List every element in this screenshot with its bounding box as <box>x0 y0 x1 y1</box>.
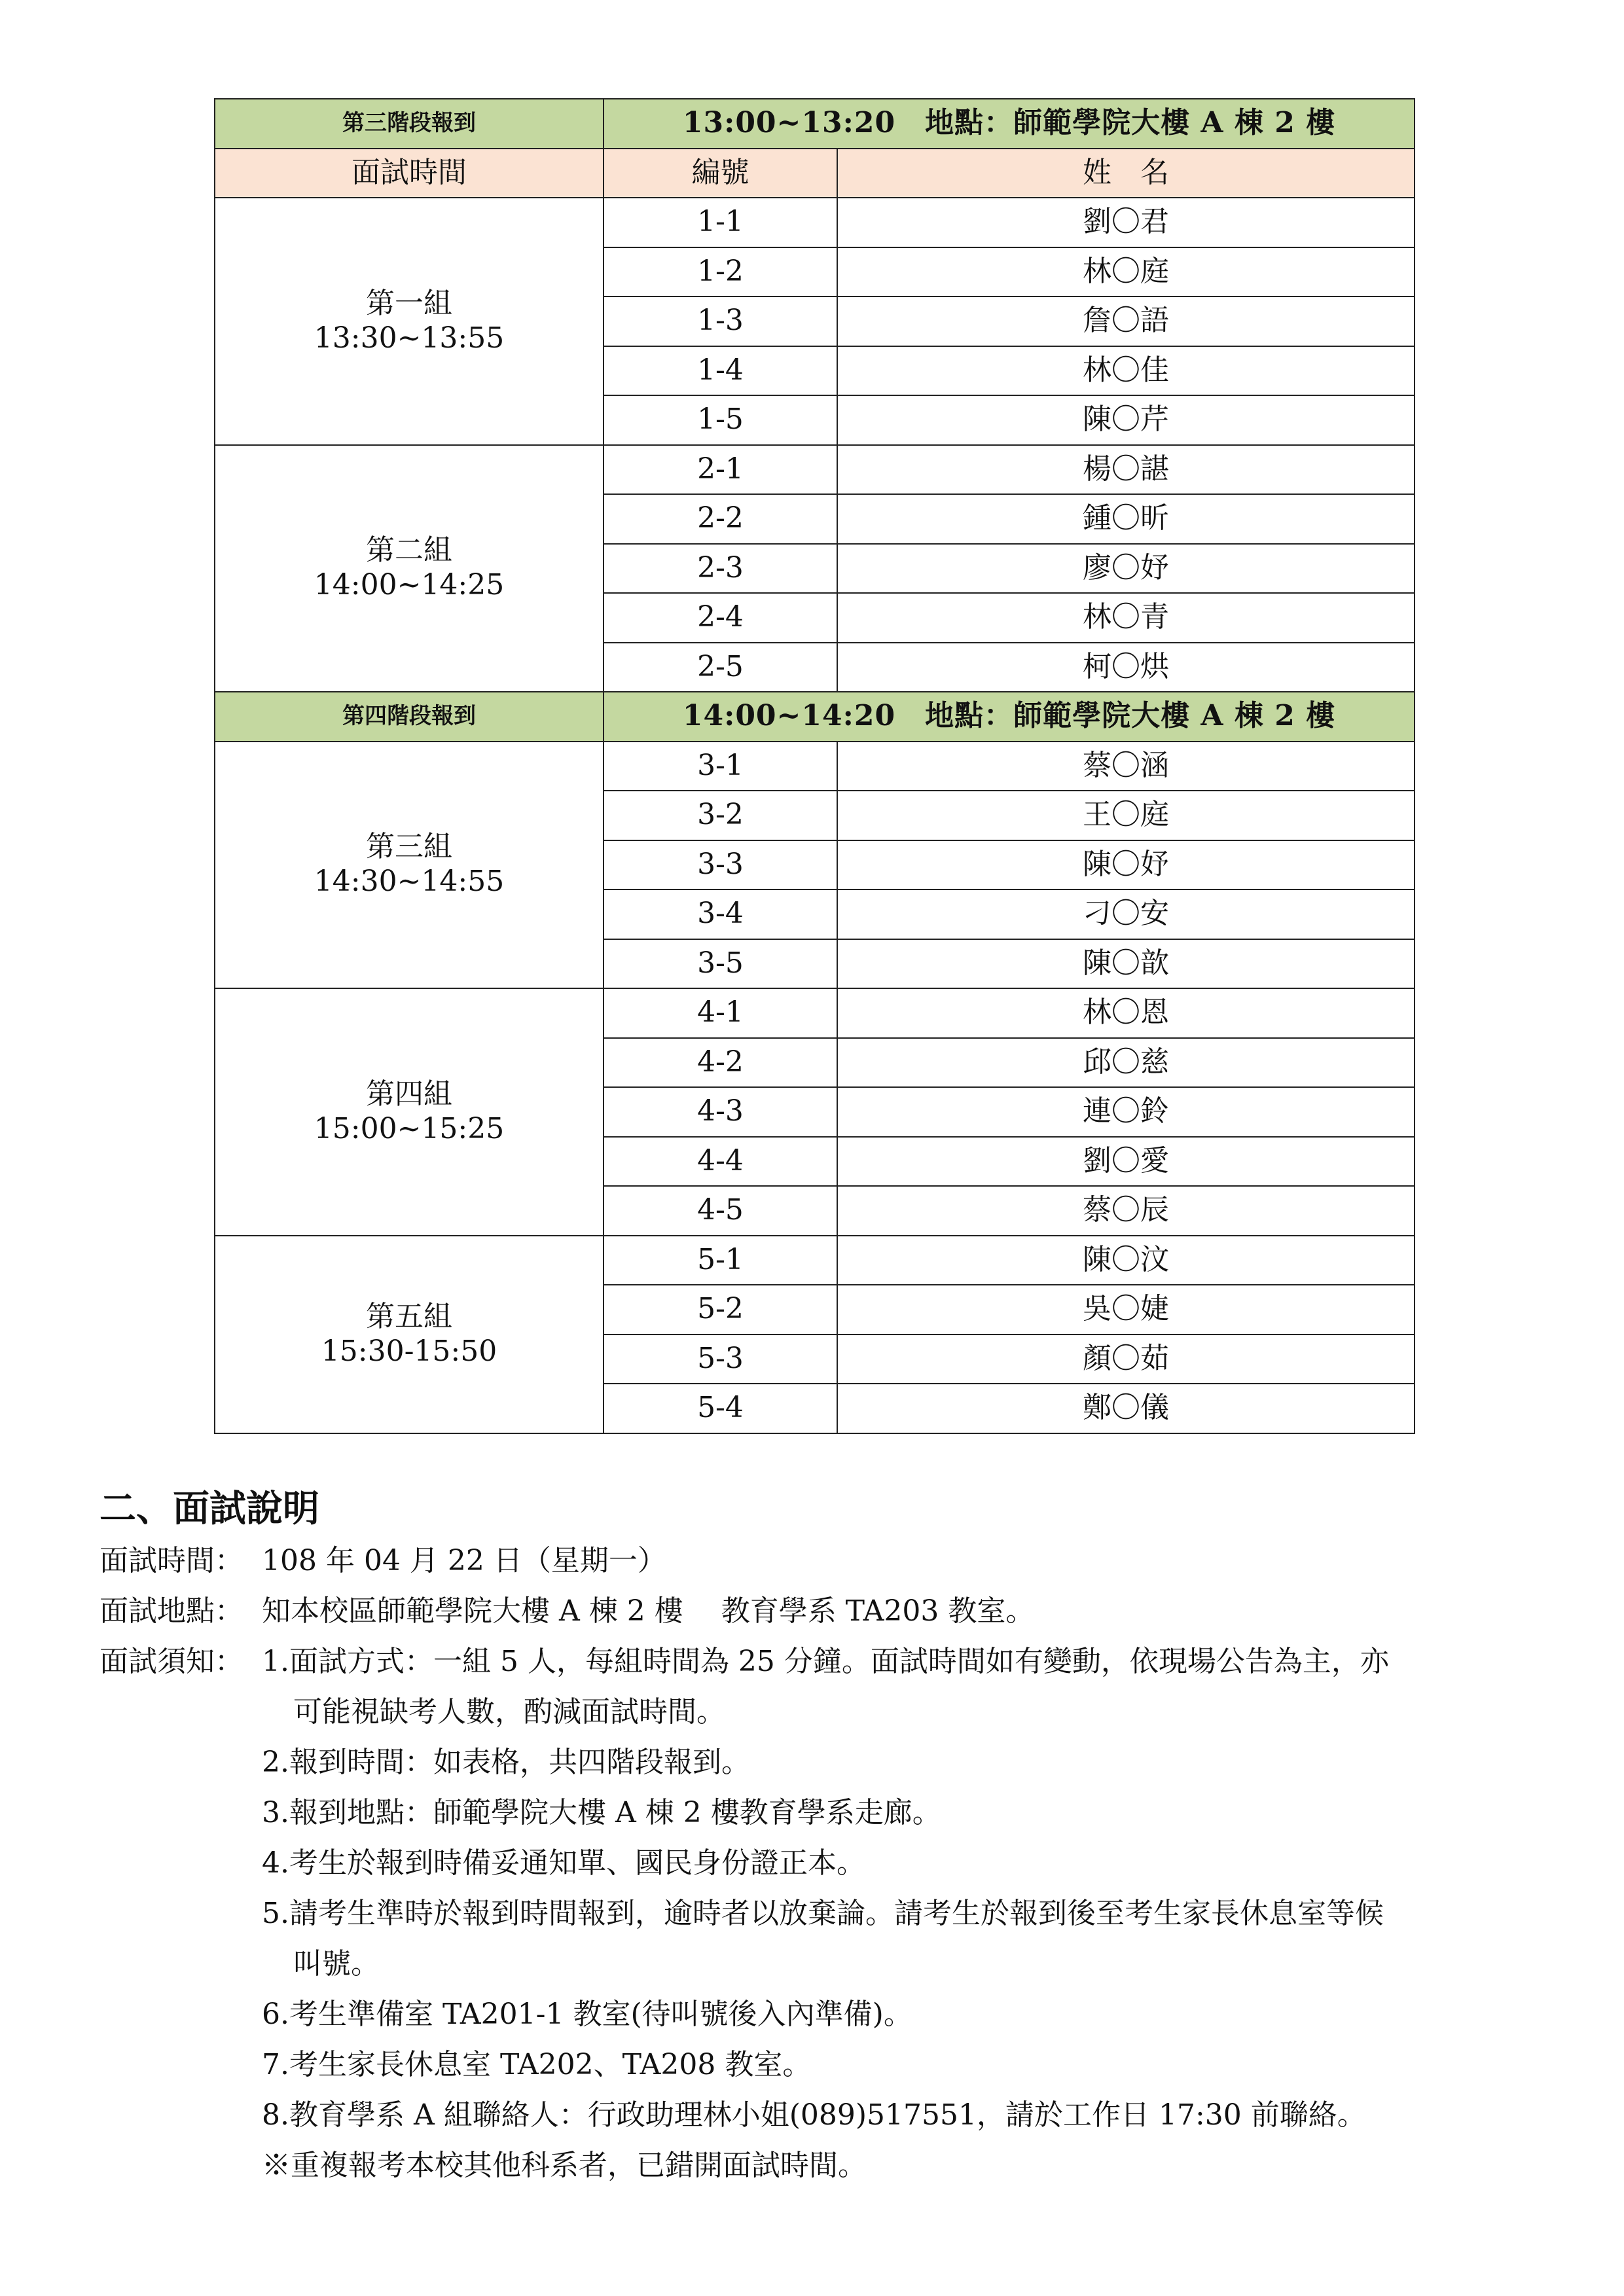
candidate-name: 顏〇茹 <box>837 1335 1415 1384</box>
candidate-name: 柯〇烘 <box>837 643 1415 692</box>
candidate-number: 1-3 <box>604 296 837 346</box>
candidate-number: 5-3 <box>604 1335 837 1384</box>
table-row <box>215 198 1415 247</box>
interview-time-line <box>99 1535 1540 1586</box>
candidate-name: 詹〇語 <box>837 296 1415 346</box>
group-title: 第二組 <box>366 533 452 567</box>
candidate-name: 陳〇歆 <box>837 939 1415 989</box>
candidate-number: 2-4 <box>604 593 837 643</box>
table-row <box>215 445 1415 495</box>
candidate-number: 2-5 <box>604 643 837 692</box>
candidate-number: 4-2 <box>604 1038 837 1088</box>
place-value: 知本校區師範學院大樓 A 棟 2 樓 教育學系 TA203 教室。 <box>262 1594 1035 1628</box>
candidate-name: 連〇鈴 <box>837 1087 1415 1137</box>
candidate-name: 林〇庭 <box>837 247 1415 297</box>
header-time: 面試時間 <box>215 149 604 198</box>
notice-item: 4.考生於報到時備妥通知單、國民身份證正本。 <box>262 1846 865 1880</box>
candidate-number: 3-1 <box>604 742 837 791</box>
group-time: 15:30-15:50 <box>321 1334 497 1368</box>
candidate-name: 王〇庭 <box>837 791 1415 840</box>
table-row <box>215 742 1415 791</box>
candidate-number: 3-2 <box>604 791 837 840</box>
header-name: 姓 名 <box>837 149 1415 198</box>
notice-item: ※重複報考本校其他科系者，已錯開面試時間。 <box>262 2149 867 2182</box>
candidate-number: 4-1 <box>604 988 837 1038</box>
group-time: 15:00~15:25 <box>314 1111 505 1145</box>
notice-item: 7.考生家長休息室 TA202、TA208 教室。 <box>262 2048 812 2081</box>
stage-row-3 <box>215 99 1415 149</box>
candidate-number: 2-1 <box>604 445 837 495</box>
interview-instructions <box>99 1486 1540 2191</box>
candidate-name: 鄭〇儀 <box>837 1384 1415 1433</box>
candidate-name: 刁〇安 <box>837 889 1415 939</box>
candidate-number: 4-5 <box>604 1186 837 1236</box>
notice-item: 5.請考生準時於報到時間報到，逾時者以放棄論。請考生於報到後至考生家長休息室等候 <box>262 1897 1384 1930</box>
candidate-name: 陳〇妤 <box>837 840 1415 890</box>
candidate-number: 1-4 <box>604 346 837 396</box>
candidate-name: 劉〇愛 <box>837 1137 1415 1187</box>
stage-label: 第三階段報到 <box>215 99 604 149</box>
group-time: 14:30~14:55 <box>314 865 505 899</box>
candidate-name: 蔡〇涵 <box>837 742 1415 791</box>
notice-item: 1.面試方式：一組 5 人，每組時間為 25 分鐘。面試時間如有變動，依現場公告為主，亦 <box>262 1645 1389 1678</box>
candidate-number: 1-1 <box>604 198 837 247</box>
group-time: 14:00~14:25 <box>314 568 505 602</box>
place-label: 面試地點： <box>99 1594 244 1628</box>
candidate-number: 1-2 <box>604 247 837 297</box>
notice-item: 3.報到地點：師範學院大樓 A 棟 2 樓教育學系走廊。 <box>262 1796 941 1829</box>
header-number: 編號 <box>604 149 837 198</box>
candidate-name: 廖〇妤 <box>837 544 1415 594</box>
stage-label: 第四階段報到 <box>215 692 604 742</box>
group-cell <box>215 742 604 989</box>
stage-info: 13:00~13:20 地點：師範學院大樓 A 棟 2 樓 <box>604 99 1415 149</box>
group-cell <box>215 198 604 445</box>
candidate-number: 2-2 <box>604 494 837 544</box>
candidate-number: 2-3 <box>604 544 837 594</box>
notice-item: 2.報到時間：如表格，共四階段報到。 <box>262 1746 750 1779</box>
notice-label: 面試須知： <box>99 1645 244 1678</box>
interview-schedule-table <box>214 98 1415 1434</box>
group-title: 第三組 <box>366 830 452 864</box>
interview-place-line <box>99 1586 1540 1636</box>
group-time: 13:30~13:55 <box>314 321 505 355</box>
header-row <box>215 149 1415 198</box>
candidate-name: 陳〇汶 <box>837 1236 1415 1285</box>
candidate-number: 4-3 <box>604 1087 837 1137</box>
candidate-name: 邱〇慈 <box>837 1038 1415 1088</box>
candidate-number: 5-4 <box>604 1384 837 1433</box>
group-cell <box>215 988 604 1236</box>
group-title: 第四組 <box>366 1077 452 1111</box>
candidate-name: 鍾〇昕 <box>837 494 1415 544</box>
candidate-name: 吳〇婕 <box>837 1285 1415 1335</box>
time-label: 面試時間： <box>99 1544 244 1577</box>
candidate-name: 楊〇諶 <box>837 445 1415 495</box>
candidate-name: 林〇青 <box>837 593 1415 643</box>
notice-item: 可能視缺考人數，酌減面試時間。 <box>293 1695 725 1729</box>
candidate-number: 5-1 <box>604 1236 837 1285</box>
notice-line <box>99 1636 1540 1687</box>
stage-row-4 <box>215 692 1415 742</box>
stage-info: 14:00~14:20 地點：師範學院大樓 A 棟 2 樓 <box>604 692 1415 742</box>
group-title: 第五組 <box>366 1299 452 1333</box>
candidate-number: 1-5 <box>604 395 837 445</box>
table-row <box>215 1236 1415 1285</box>
candidate-name: 林〇佳 <box>837 346 1415 396</box>
group-title: 第一組 <box>366 286 452 320</box>
candidate-number: 3-5 <box>604 939 837 989</box>
candidate-number: 3-4 <box>604 889 837 939</box>
candidate-number: 4-4 <box>604 1137 837 1187</box>
table-row <box>215 988 1415 1038</box>
group-cell <box>215 1236 604 1433</box>
time-value: 108 年 04 月 22 日（星期一） <box>262 1544 666 1577</box>
candidate-number: 3-3 <box>604 840 837 890</box>
notice-item: 8.教育學系 A 組聯絡人：行政助理林小姐(089)517551，請於工作日 17:30 前聯絡。 <box>262 2098 1366 2132</box>
candidate-number: 5-2 <box>604 1285 837 1335</box>
candidate-name: 林〇恩 <box>837 988 1415 1038</box>
candidate-name: 蔡〇辰 <box>837 1186 1415 1236</box>
schedule-body <box>215 99 1415 1433</box>
notice-item: 叫號。 <box>293 1947 380 1981</box>
candidate-name: 陳〇芹 <box>837 395 1415 445</box>
notice-item: 6.考生準備室 TA201-1 教室(待叫號後入內準備)。 <box>262 1998 912 2031</box>
candidate-name: 劉〇君 <box>837 198 1415 247</box>
group-cell <box>215 445 604 692</box>
section-heading: 二、面試說明 <box>99 1487 319 1530</box>
